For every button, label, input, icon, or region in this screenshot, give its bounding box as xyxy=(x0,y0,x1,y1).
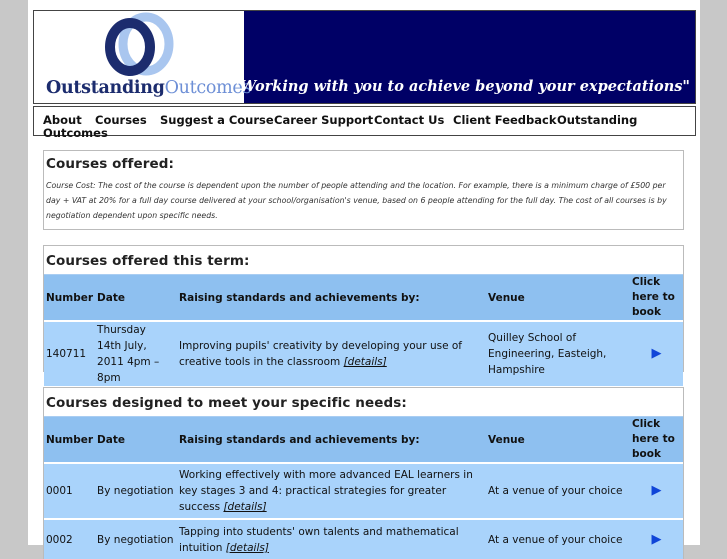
table-row xyxy=(44,321,683,386)
col-date: Date xyxy=(95,275,177,322)
play-arrow-icon[interactable]: ▶ xyxy=(651,346,662,361)
col-venue: Venue xyxy=(486,275,630,322)
course-topic xyxy=(177,321,486,386)
table-header-row xyxy=(44,275,683,322)
nav-contact-us[interactable]: Contact Us xyxy=(374,113,445,127)
this-term-panel xyxy=(43,245,684,384)
course-venue: At a venue of your choice xyxy=(486,519,630,559)
course-topic-text: Improving pupils' creativity by developing your use of creative tools in the classroom xyxy=(179,340,463,368)
courses-offered-title: Courses offered: xyxy=(46,156,175,172)
course-date: By negotiation xyxy=(95,519,177,559)
col-book: Click here to book xyxy=(630,417,683,464)
logo-text-outcomes: Outcomes xyxy=(164,78,252,98)
page xyxy=(28,0,700,554)
courses-offered-panel xyxy=(43,150,684,230)
course-venue: Quilley School of Engineering, Easteigh, Hampshire xyxy=(486,321,630,386)
col-number: Number xyxy=(44,417,95,464)
details-link[interactable]: [details] xyxy=(343,356,387,368)
logo-text-outstanding: Outstanding xyxy=(46,78,165,98)
course-date: Thursday 14th July, 2011 4pm – 8pm xyxy=(95,321,177,386)
col-topic: Raising standards and achievements by: xyxy=(177,275,486,322)
nav-about-outcomes[interactable]: About Outcomes xyxy=(43,113,108,140)
nav-outstanding[interactable]: Outstanding xyxy=(557,113,638,127)
specific-needs-table xyxy=(44,416,683,559)
course-number: 140711 xyxy=(44,321,95,386)
col-book: Click here to book xyxy=(630,275,683,322)
play-arrow-icon[interactable]: ▶ xyxy=(651,483,662,498)
course-date: By negotiation xyxy=(95,463,177,519)
logo-text xyxy=(46,78,251,98)
nav-client-feedback[interactable]: Client Feedback xyxy=(453,113,557,127)
book-cell xyxy=(630,519,683,559)
col-date: Date xyxy=(95,417,177,464)
course-number: 0002 xyxy=(44,519,95,559)
nav-courses[interactable]: Courses xyxy=(95,113,147,127)
course-topic-text: Tapping into students' own talents and mathematical intuition xyxy=(179,525,459,554)
tagline: "Working with you to achieve beyond your expectations" xyxy=(232,78,690,95)
course-cost-note: Course Cost: The cost of the course is dependent upon the number of people attending and the location. For example, there is a minimum charge of £500 per day + VAT at 20% for a full day course delivered at your school/organisation's venue, based on 6 people attending for the full day. The cost of all courses is by negotiation dependent upon specific needs. xyxy=(46,181,667,220)
course-topic xyxy=(177,519,486,559)
course-number: 0001 xyxy=(44,463,95,519)
book-cell xyxy=(630,321,683,386)
nav-career-support[interactable]: Career Support xyxy=(274,113,374,127)
nav-suggest-a-course[interactable]: Suggest a Course xyxy=(160,113,274,127)
specific-needs-panel xyxy=(43,387,684,559)
col-topic: Raising standards and achievements by: xyxy=(177,417,486,464)
col-venue: Venue xyxy=(486,417,630,464)
this-term-table xyxy=(44,274,683,386)
logo-rings-icon xyxy=(100,13,180,77)
course-venue: At a venue of your choice xyxy=(486,463,630,519)
main-nav xyxy=(33,106,696,140)
details-link[interactable]: [details] xyxy=(223,501,267,513)
table-row xyxy=(44,519,683,559)
table-row xyxy=(44,463,683,519)
book-cell xyxy=(630,463,683,519)
table-header-row xyxy=(44,417,683,464)
course-topic-text: Working effectively with more advanced EAL learners in key stages 3 and 4: practical strategies for greater success xyxy=(179,469,473,513)
specific-needs-title: Courses designed to meet your specific needs: xyxy=(46,395,407,411)
col-number: Number xyxy=(44,275,95,322)
play-arrow-icon[interactable]: ▶ xyxy=(651,531,662,547)
site-header xyxy=(33,10,696,104)
this-term-title: Courses offered this term: xyxy=(46,253,250,269)
logo[interactable] xyxy=(34,11,252,103)
course-topic xyxy=(177,463,486,519)
details-link[interactable]: [details] xyxy=(225,541,269,554)
